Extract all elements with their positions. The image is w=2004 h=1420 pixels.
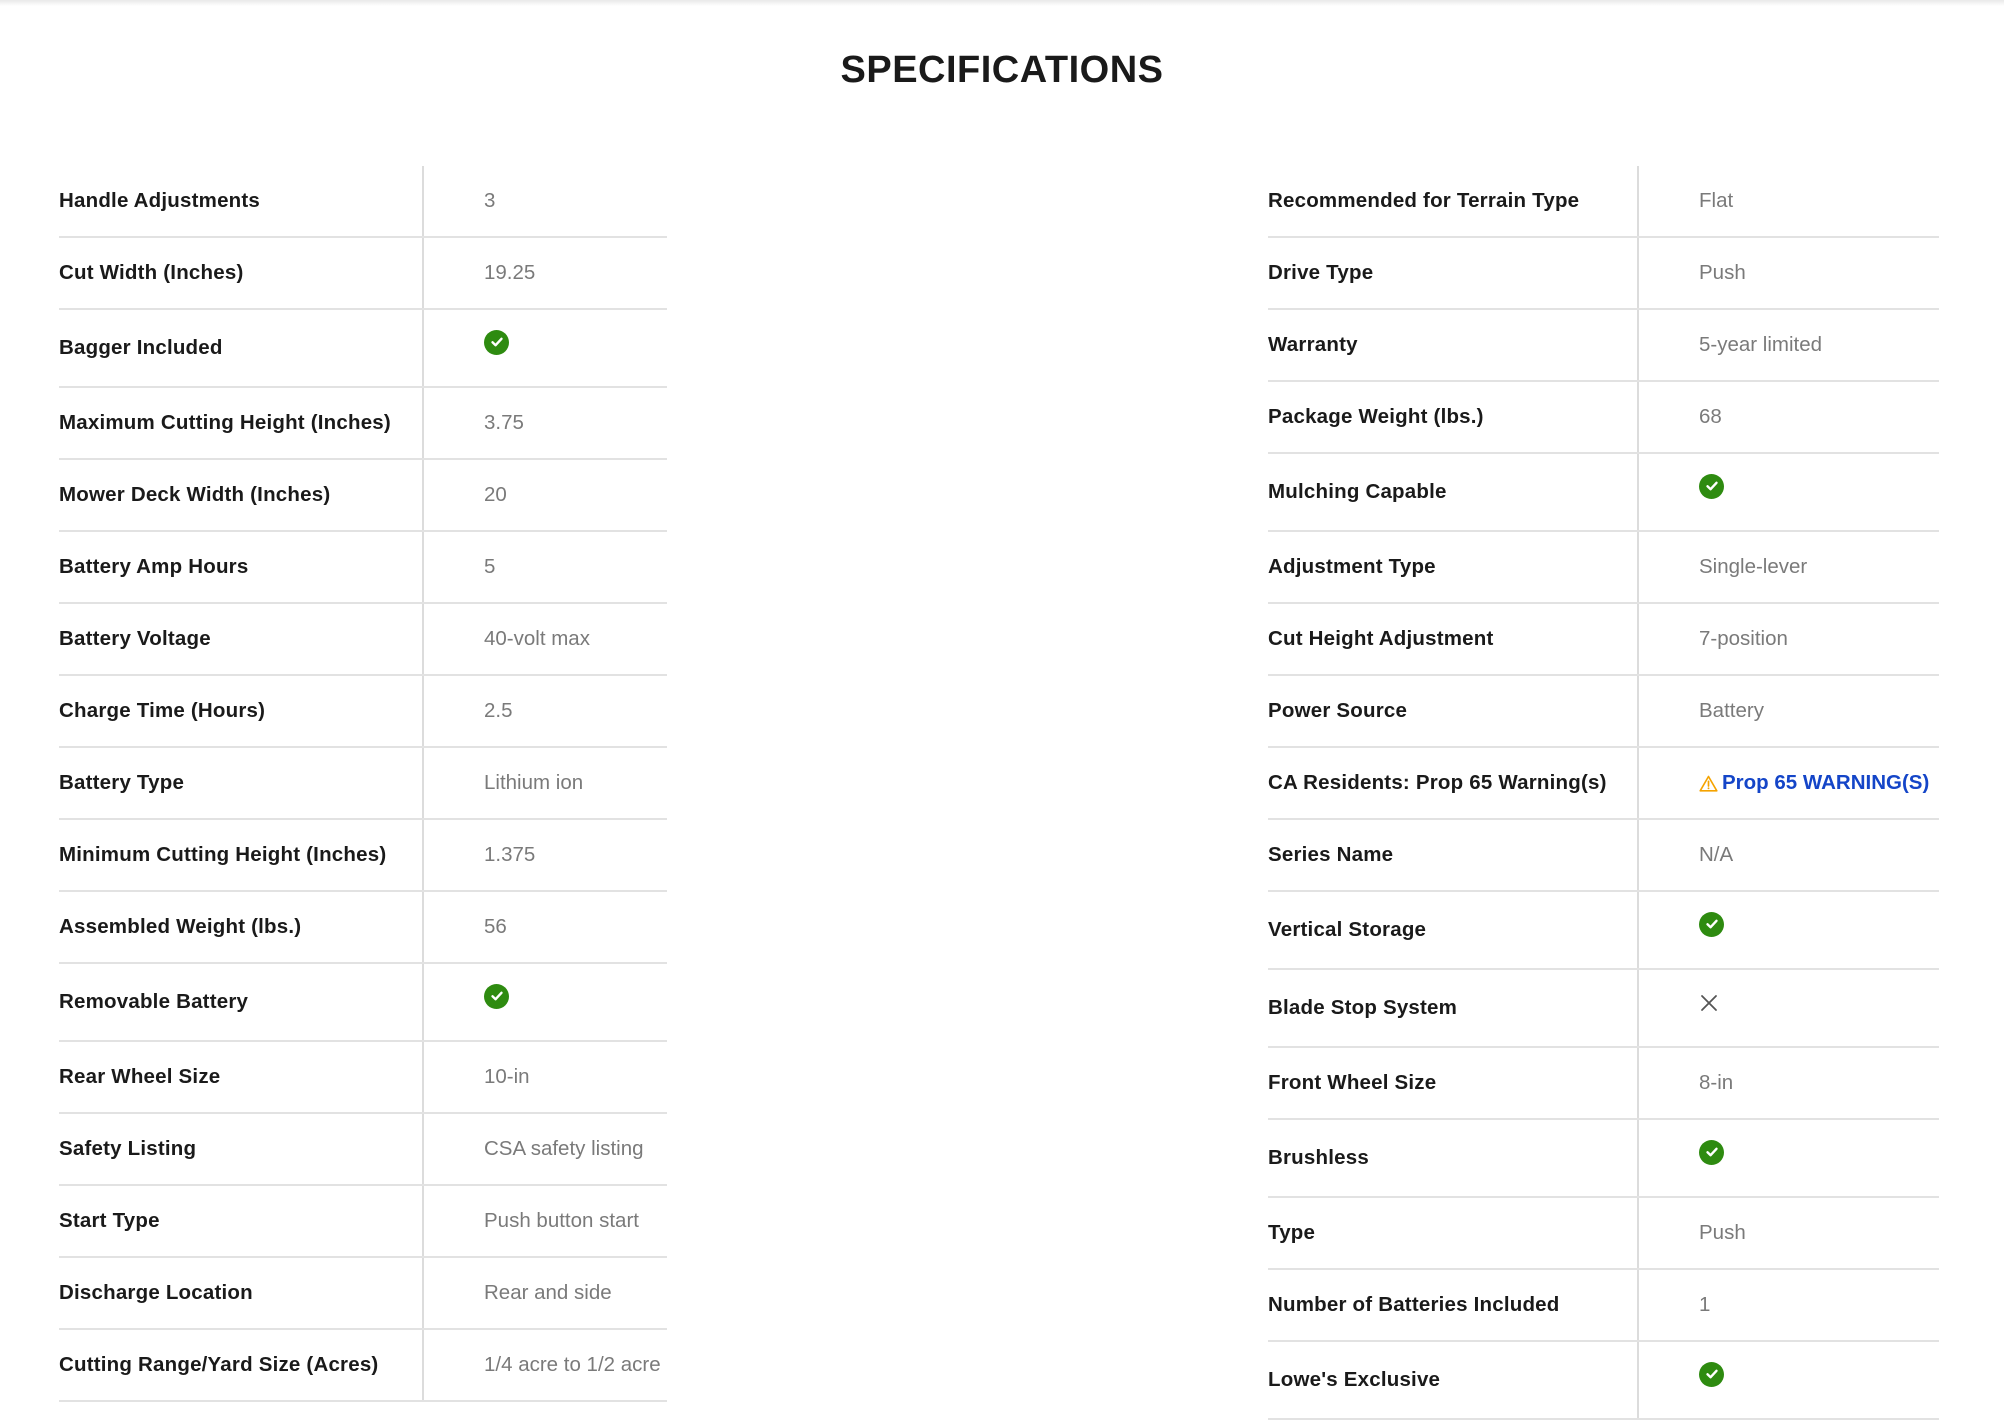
spec-row bbox=[1268, 166, 1939, 238]
spec-value: Rear and side bbox=[484, 1281, 612, 1304]
spec-row bbox=[1268, 1198, 1939, 1270]
spec-label: Battery Amp Hours bbox=[59, 532, 424, 602]
spec-value: Battery bbox=[1699, 699, 1764, 722]
spec-row bbox=[59, 964, 667, 1042]
spec-row bbox=[59, 1258, 667, 1330]
check-circle-icon bbox=[484, 984, 509, 1009]
spec-value: Push button start bbox=[484, 1209, 639, 1232]
spec-row bbox=[1268, 1342, 1939, 1420]
spec-row bbox=[1268, 748, 1939, 820]
spec-label: Number of Batteries Included bbox=[1268, 1270, 1639, 1340]
spec-row bbox=[59, 1042, 667, 1114]
check-circle-icon bbox=[1699, 1362, 1724, 1387]
spec-row bbox=[59, 820, 667, 892]
spec-label: Charge Time (Hours) bbox=[59, 676, 424, 746]
spec-row bbox=[1268, 970, 1939, 1048]
top-shadow-divider bbox=[0, 0, 2004, 6]
spec-row bbox=[59, 532, 667, 604]
spec-row bbox=[59, 604, 667, 676]
spec-value: 8-in bbox=[1699, 1071, 1734, 1094]
spec-label: Safety Listing bbox=[59, 1114, 424, 1184]
spec-value: 5 bbox=[484, 555, 496, 578]
spec-row bbox=[1268, 1270, 1939, 1342]
spec-row bbox=[59, 1114, 667, 1186]
spec-value: 1 bbox=[1699, 1293, 1711, 1316]
page-title: SPECIFICATIONS bbox=[840, 49, 1164, 91]
spec-value: 56 bbox=[484, 915, 507, 938]
spec-value: 10-in bbox=[484, 1065, 530, 1088]
spec-label: Adjustment Type bbox=[1268, 532, 1639, 602]
spec-label: Bagger Included bbox=[59, 310, 424, 386]
spec-value: 1/4 acre to 1/2 acre bbox=[484, 1353, 661, 1376]
spec-label: Recommended for Terrain Type bbox=[1268, 166, 1639, 236]
spec-label: Battery Type bbox=[59, 748, 424, 818]
spec-label: Cut Width (Inches) bbox=[59, 238, 424, 308]
spec-value bbox=[1639, 454, 1939, 530]
spec-value bbox=[1639, 748, 1939, 818]
spec-row bbox=[1268, 1048, 1939, 1120]
check-circle-icon bbox=[1699, 1140, 1724, 1165]
spec-label: Cut Height Adjustment bbox=[1268, 604, 1639, 674]
spec-label: Vertical Storage bbox=[1268, 892, 1639, 968]
spec-table-right bbox=[1268, 166, 1939, 1420]
spec-value: 1.375 bbox=[484, 843, 536, 866]
spec-value bbox=[1639, 970, 1939, 1046]
spec-row bbox=[59, 676, 667, 748]
spec-value: 20 bbox=[484, 483, 507, 506]
spec-row bbox=[59, 748, 667, 820]
spec-row bbox=[1268, 820, 1939, 892]
spec-row bbox=[1268, 1120, 1939, 1198]
spec-value bbox=[424, 310, 667, 386]
spec-row bbox=[59, 166, 667, 238]
check-circle-icon bbox=[484, 330, 509, 355]
spec-value: Lithium ion bbox=[484, 771, 584, 794]
spec-row bbox=[1268, 532, 1939, 604]
spec-value: 2.5 bbox=[484, 699, 513, 722]
spec-row bbox=[59, 892, 667, 964]
spec-label: Brushless bbox=[1268, 1120, 1639, 1196]
spec-value: 7-position bbox=[1699, 627, 1788, 650]
spec-value: 19.25 bbox=[484, 261, 536, 284]
spec-value: Push bbox=[1699, 1221, 1746, 1244]
x-mark-icon bbox=[1699, 993, 1719, 1013]
spec-row bbox=[59, 460, 667, 532]
spec-label: Drive Type bbox=[1268, 238, 1639, 308]
spec-row bbox=[1268, 238, 1939, 310]
spec-value bbox=[1639, 1342, 1939, 1418]
prop65-link-text[interactable]: Prop 65 WARNING(S) bbox=[1722, 771, 1930, 794]
prop65-warning-link[interactable] bbox=[1699, 771, 1929, 795]
check-circle-icon bbox=[1699, 474, 1724, 499]
spec-label: Discharge Location bbox=[59, 1258, 424, 1328]
spec-value: 40-volt max bbox=[484, 627, 590, 650]
spec-label: Start Type bbox=[59, 1186, 424, 1256]
spec-row bbox=[59, 1330, 667, 1402]
spec-label: Removable Battery bbox=[59, 964, 424, 1040]
spec-row bbox=[59, 388, 667, 460]
spec-value: CSA safety listing bbox=[484, 1137, 644, 1160]
spec-value: Single-lever bbox=[1699, 555, 1808, 578]
spec-value bbox=[424, 964, 667, 1040]
spec-label: Maximum Cutting Height (Inches) bbox=[59, 388, 424, 458]
spec-label: Series Name bbox=[1268, 820, 1639, 890]
spec-label: Power Source bbox=[1268, 676, 1639, 746]
spec-label: Minimum Cutting Height (Inches) bbox=[59, 820, 424, 890]
spec-row bbox=[59, 1186, 667, 1258]
spec-row bbox=[1268, 310, 1939, 382]
spec-value: Push bbox=[1699, 261, 1746, 284]
spec-value: N/A bbox=[1699, 843, 1734, 866]
spec-row bbox=[1268, 382, 1939, 454]
check-circle-icon bbox=[1699, 912, 1724, 937]
spec-label: Type bbox=[1268, 1198, 1639, 1268]
spec-label: Front Wheel Size bbox=[1268, 1048, 1639, 1118]
spec-label: Blade Stop System bbox=[1268, 970, 1639, 1046]
spec-label: Rear Wheel Size bbox=[59, 1042, 424, 1112]
spec-label: Handle Adjustments bbox=[59, 166, 424, 236]
spec-row bbox=[1268, 604, 1939, 676]
spec-label: Warranty bbox=[1268, 310, 1639, 380]
spec-value: 5-year limited bbox=[1699, 333, 1823, 356]
spec-table-left bbox=[59, 166, 667, 1402]
spec-row bbox=[1268, 454, 1939, 532]
spec-value bbox=[1639, 892, 1939, 968]
spec-row bbox=[59, 310, 667, 388]
spec-label: Cutting Range/Yard Size (Acres) bbox=[59, 1330, 424, 1400]
spec-label: Package Weight (lbs.) bbox=[1268, 382, 1639, 452]
spec-row bbox=[1268, 892, 1939, 970]
spec-value: 3 bbox=[484, 189, 496, 212]
spec-label: CA Residents: Prop 65 Warning(s) bbox=[1268, 748, 1639, 818]
spec-value: 68 bbox=[1699, 405, 1722, 428]
spec-label: Mower Deck Width (Inches) bbox=[59, 460, 424, 530]
spec-label: Battery Voltage bbox=[59, 604, 424, 674]
spec-row bbox=[1268, 676, 1939, 748]
spec-label: Lowe's Exclusive bbox=[1268, 1342, 1639, 1418]
spec-label: Assembled Weight (lbs.) bbox=[59, 892, 424, 962]
spec-row bbox=[59, 238, 667, 310]
spec-label: Mulching Capable bbox=[1268, 454, 1639, 530]
warning-triangle-icon bbox=[1699, 775, 1718, 792]
spec-value bbox=[1639, 1120, 1939, 1196]
spec-value: Flat bbox=[1699, 189, 1734, 212]
spec-value: 3.75 bbox=[484, 411, 524, 434]
